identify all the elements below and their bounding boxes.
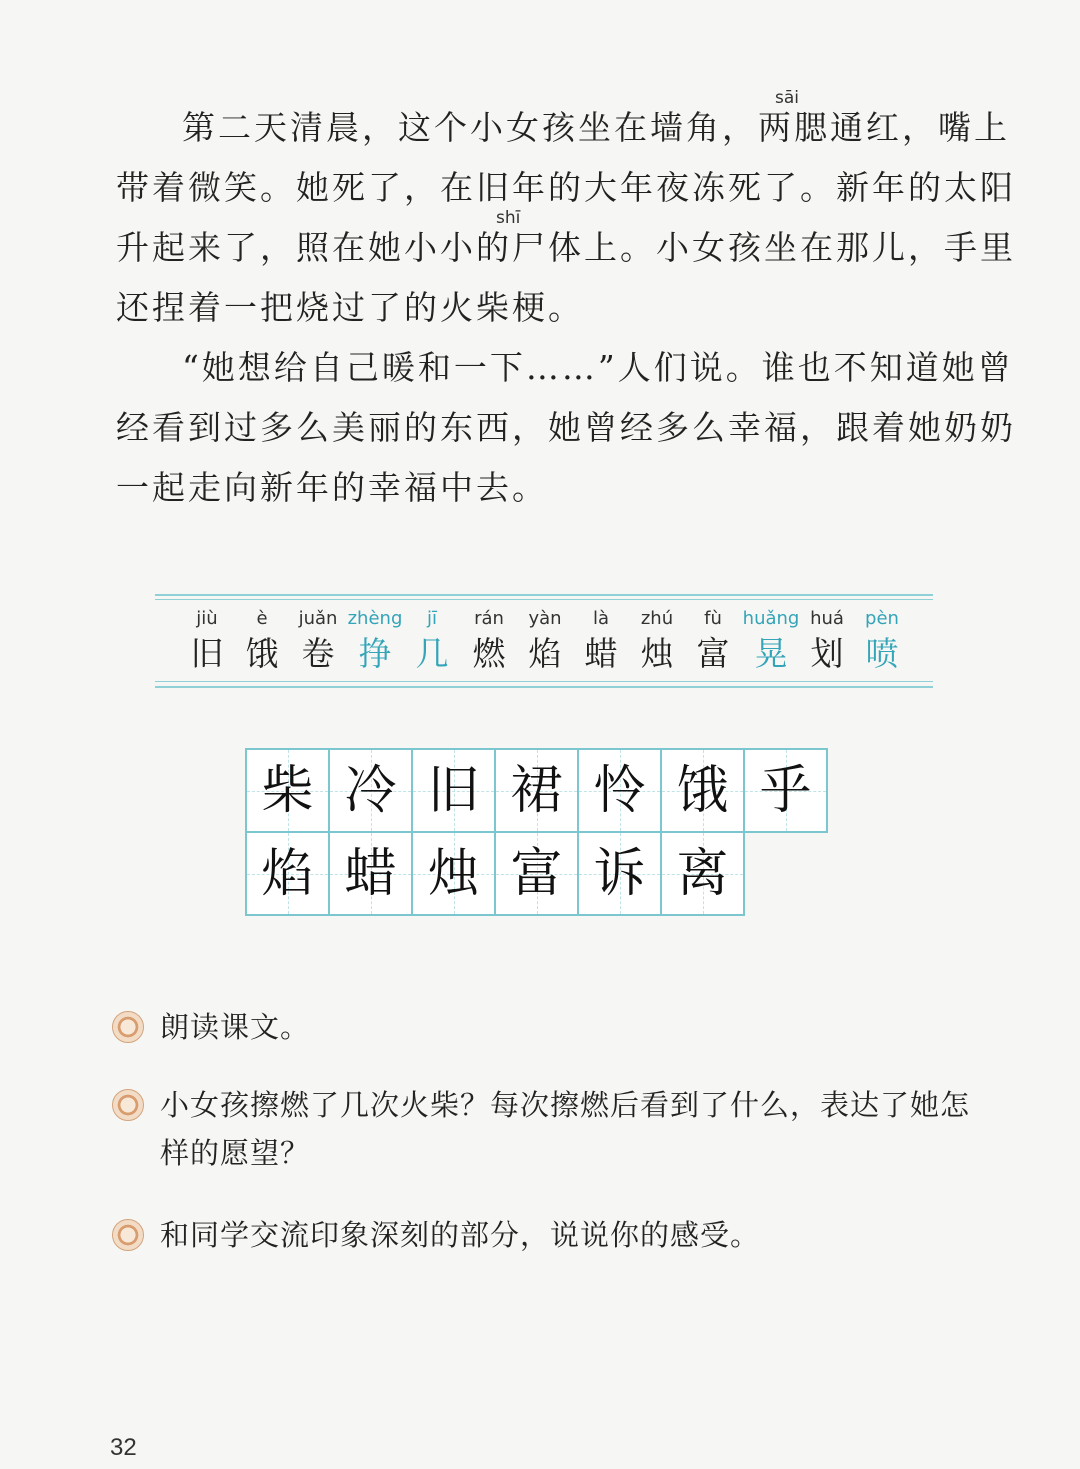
vocab-item-highlight: huǎng 晃 xyxy=(742,608,800,673)
vocab-strip xyxy=(185,608,925,678)
passage-line: 升起来了，照在她小小的尸体上。小女孩坐在那儿，手里 xyxy=(116,228,1016,267)
grid-cell: 焰 xyxy=(245,831,330,916)
vocab-item-highlight: jī 几 xyxy=(415,608,449,673)
vocab-top-rule xyxy=(155,594,933,596)
vocab-item: yàn 焰 xyxy=(528,608,562,673)
grid-cell: 裙 xyxy=(494,748,579,833)
vocab-bottom-rule xyxy=(155,686,933,688)
passage-line: “她想给自己暖和一下……”人们说。谁也不知道她曾 xyxy=(182,348,1014,387)
vocab-item: juǎn 卷 xyxy=(298,608,338,673)
vocab-item: huá 划 xyxy=(810,608,844,673)
pinyin-annotation-shi: shī xyxy=(496,208,521,228)
vocab-item-highlight: zhèng 挣 xyxy=(347,608,403,673)
grid-cell: 诉 xyxy=(577,831,662,916)
question-text: 和同学交流印象深刻的部分，说说你的感受。 xyxy=(160,1218,761,1252)
vocab-top-rule-inner xyxy=(155,599,933,600)
vocab-item: zhú 烛 xyxy=(640,608,674,673)
swirl-bullet-icon xyxy=(112,1011,144,1043)
grid-cell: 冷 xyxy=(328,748,413,833)
question-text: 小女孩擦燃了几次火柴？每次擦燃后看到了什么，表达了她怎 xyxy=(160,1088,971,1122)
vocab-item: rán 燃 xyxy=(472,608,506,673)
passage-line: 第二天清晨，这个小女孩坐在墙角，两腮通红，嘴上 xyxy=(182,108,1010,147)
vocab-item-highlight: pèn 喷 xyxy=(865,608,899,673)
grid-cell: 乎 xyxy=(743,748,828,833)
passage-line: 一起走向新年的幸福中去。 xyxy=(116,468,548,507)
passage-line: 经看到过多么美丽的东西，她曾经多么幸福，跟着她奶奶 xyxy=(116,408,1016,447)
grid-cell: 富 xyxy=(494,831,579,916)
grid-cell: 离 xyxy=(660,831,745,916)
pinyin-annotation-sai: sāi xyxy=(775,88,799,108)
swirl-bullet-icon xyxy=(112,1219,144,1251)
question-text: 朗读课文。 xyxy=(160,1010,311,1044)
vocab-item: fù 富 xyxy=(696,608,730,673)
vocab-item: jiù 旧 xyxy=(190,608,224,673)
swirl-bullet-icon xyxy=(112,1089,144,1121)
vocab-item: è 饿 xyxy=(245,608,279,673)
grid-cell: 柴 xyxy=(245,748,330,833)
writing-grid xyxy=(245,748,841,920)
question-text: 样的愿望？ xyxy=(160,1136,311,1170)
passage-line: 还捏着一把烧过了的火柴梗。 xyxy=(116,288,584,327)
grid-cell: 饿 xyxy=(660,748,745,833)
grid-cell: 怜 xyxy=(577,748,662,833)
grid-cell: 蜡 xyxy=(328,831,413,916)
grid-cell: 烛 xyxy=(411,831,496,916)
passage-line: 带着微笑。她死了，在旧年的大年夜冻死了。新年的太阳 xyxy=(116,168,1016,207)
vocab-bottom-rule-inner xyxy=(155,681,933,682)
vocab-item: là 蜡 xyxy=(584,608,618,673)
grid-cell: 旧 xyxy=(411,748,496,833)
page-number: 32 xyxy=(110,1434,137,1461)
